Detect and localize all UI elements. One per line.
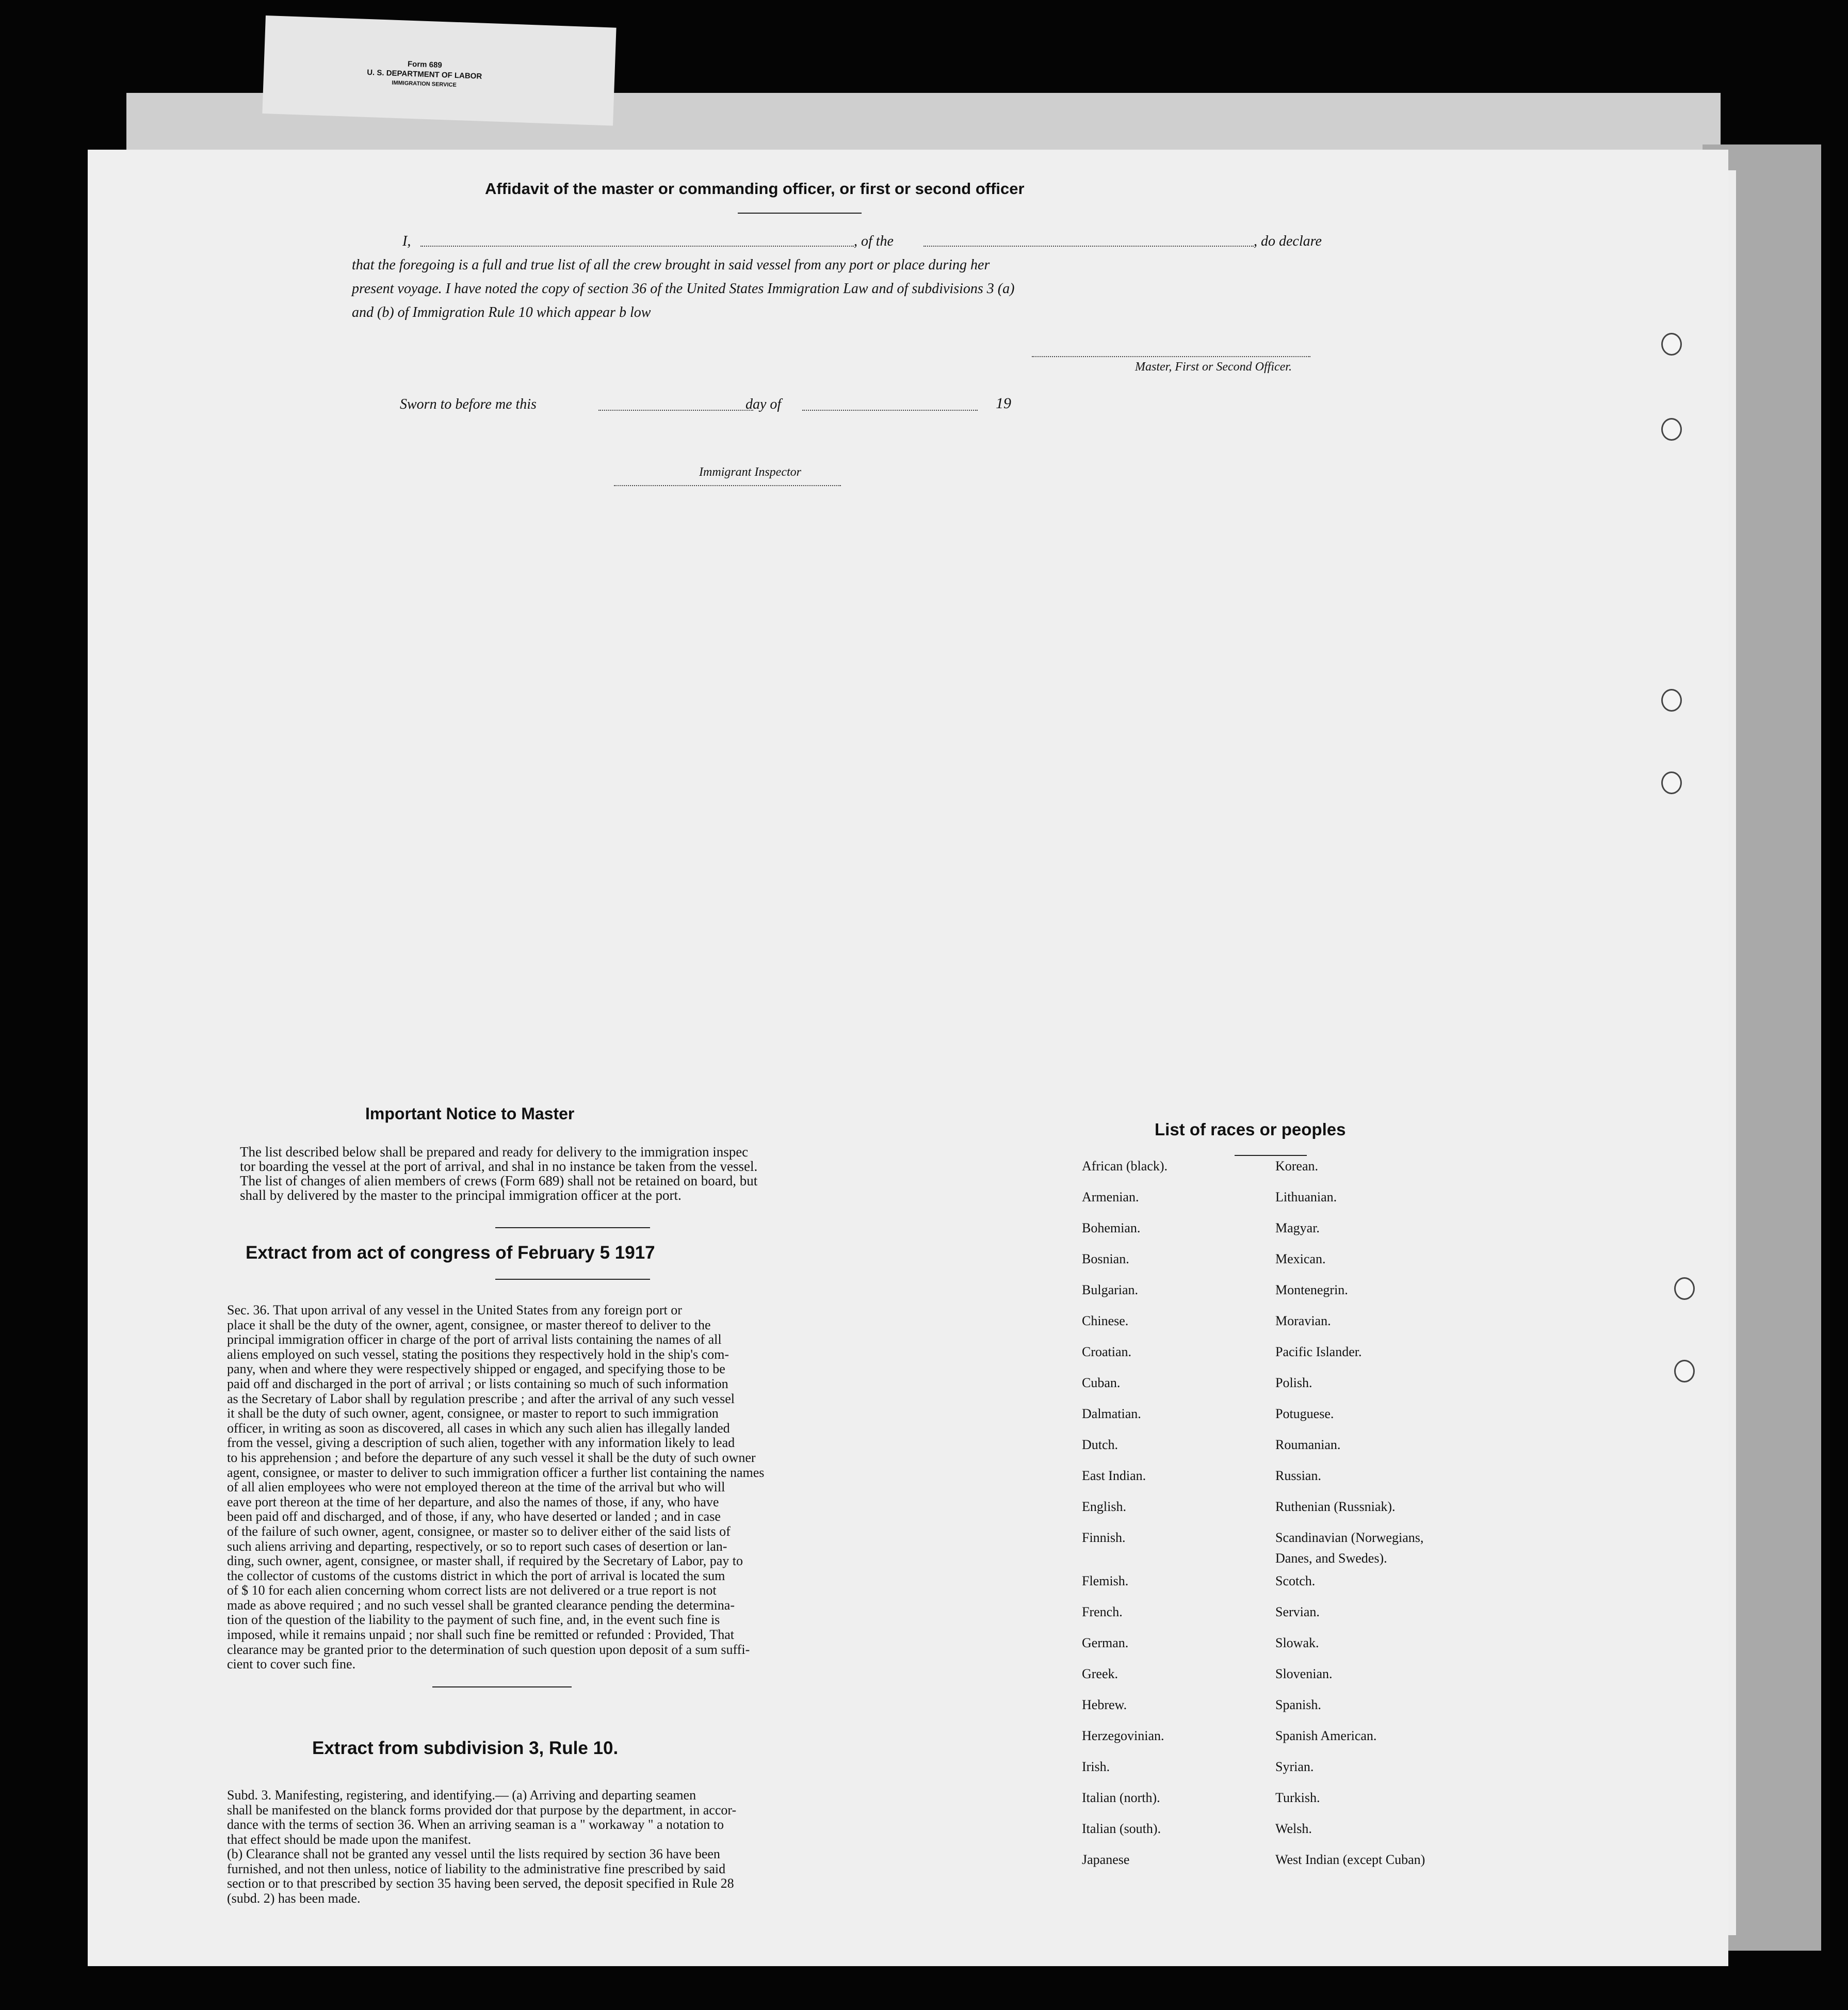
act-line: made as above required ; and no such vessel shall be granted clearance pending the determina- bbox=[227, 1597, 735, 1613]
race-item: Finnish. bbox=[1082, 1530, 1126, 1545]
affidavit-title: Affidavit of the master or commanding officer, or first or second officer bbox=[485, 180, 1025, 198]
rule-title: Extract from subdivision 3, Rule 10. bbox=[312, 1738, 619, 1758]
race-item: Armenian. bbox=[1082, 1189, 1139, 1204]
race-item: Japanese bbox=[1082, 1852, 1130, 1867]
race-item: West Indian (except Cuban) bbox=[1275, 1852, 1425, 1867]
act-line: cient to cover such fine. bbox=[227, 1657, 356, 1672]
service-name: IMMIGRATION SERVICE bbox=[392, 79, 457, 88]
race-item: Hebrew. bbox=[1082, 1697, 1127, 1712]
notice-line: The list described below shall be prepared and ready for delivery to the immigration inspec bbox=[240, 1144, 749, 1160]
binder-hole bbox=[1661, 333, 1682, 356]
race-item: Herzegovinian. bbox=[1082, 1728, 1164, 1743]
race-item: Spanish. bbox=[1275, 1697, 1321, 1712]
binder-hole bbox=[1661, 689, 1682, 712]
race-scandinavian-continued: Danes, and Swedes). bbox=[1275, 1551, 1387, 1566]
race-item: Lithuanian. bbox=[1275, 1189, 1337, 1204]
race-item: Dutch. bbox=[1082, 1437, 1118, 1452]
rule-line: Subd. 3. Manifesting, registering, and identifying.— (a) Arriving and departing seamen bbox=[227, 1788, 696, 1803]
act-line: it shall be the duty of such owner, agent, consignee, or master to report to such immigration bbox=[227, 1406, 719, 1421]
race-item: Mexican. bbox=[1275, 1251, 1326, 1266]
race-item: Syrian. bbox=[1275, 1759, 1314, 1774]
act-line: paid off and discharged in the port of arrival ; or lists containing so much of such information bbox=[227, 1376, 728, 1391]
act-line: of $ 10 for each alien concerning whom correct lists are not delivered or a true report is not bbox=[227, 1583, 717, 1598]
races-title-underline bbox=[1235, 1155, 1307, 1156]
rule-line: section or to that prescribed by section 35 having been served, the deposit specified in Rule 28 bbox=[227, 1876, 734, 1891]
master-signature-label: Master, First or Second Officer. bbox=[1135, 360, 1292, 374]
act-top-rule bbox=[495, 1227, 650, 1228]
act-line: Sec. 36. That upon arrival of any vessel in the United States from any foreign port or bbox=[227, 1303, 682, 1317]
race-item: French. bbox=[1082, 1604, 1123, 1619]
affidavit-of-the: , of the bbox=[854, 233, 894, 249]
act-line: clearance may be granted prior to the determination of such question upon deposit of a sum suffi- bbox=[227, 1642, 750, 1657]
inspector-signature-blank[interactable] bbox=[614, 485, 841, 486]
act-line: of all alien employees who were not employed thereon at the time of the arrival but who will bbox=[227, 1480, 725, 1495]
act-line: aliens employed on such vessel, stating the positions they respectively hold in the ship's com- bbox=[227, 1346, 730, 1362]
race-item: Roumanian. bbox=[1275, 1437, 1341, 1452]
race-item: Bosnian. bbox=[1082, 1251, 1129, 1266]
act-line: tion of the question of the liability to the payment of such fine, and, in the event such fine is bbox=[227, 1612, 720, 1628]
binder-hole bbox=[1661, 771, 1682, 794]
race-item: Dalmatian. bbox=[1082, 1406, 1141, 1421]
act-line: eave port thereon at the time of her departure, and also the names of those, if any, who have bbox=[227, 1494, 719, 1509]
act-line: the collector of customs of the customs district in which the port of arrival is located the sum bbox=[227, 1568, 725, 1583]
act-bottom-rule bbox=[495, 1279, 650, 1280]
act-line: place it shall be the duty of the owner, agent, consignee, or master thereof to deliver to the bbox=[227, 1317, 711, 1332]
race-item: Spanish American. bbox=[1275, 1728, 1377, 1743]
rule-line: furnished, and not then unless, notice of liability to the administrative fine prescribed by said bbox=[227, 1861, 726, 1876]
notice-line: tor boarding the vessel at the port of arrival, and shal in no instance be taken from the vessel. bbox=[240, 1159, 758, 1174]
race-item: Ruthenian (Russniak). bbox=[1275, 1499, 1396, 1514]
vessel-blank[interactable] bbox=[923, 246, 1254, 247]
race-item: Servian. bbox=[1275, 1604, 1320, 1619]
notice-line: shall by delivered by the master to the principal immigration officer at the port. bbox=[240, 1187, 682, 1203]
rule-body bbox=[227, 1788, 918, 1906]
sworn-day-of: day of bbox=[745, 396, 782, 412]
race-item: Chinese. bbox=[1082, 1313, 1129, 1328]
inspector-label: Immigrant Inspector bbox=[699, 465, 801, 479]
race-item: Russian. bbox=[1275, 1468, 1321, 1483]
act-line: of the failure of such owner, agent, consignee, or master so to deliver either of the said lists of bbox=[227, 1523, 731, 1539]
act-line: imposed, while it remains unpaid ; nor shall such fine be remitted or refunded : Provided, That bbox=[227, 1627, 734, 1643]
race-item: Italian (north). bbox=[1082, 1790, 1160, 1805]
department-name: U. S. DEPARTMENT OF LABOR bbox=[366, 68, 482, 81]
affidavit-i: I, bbox=[402, 233, 411, 249]
sworn-year: 19 bbox=[996, 395, 1011, 412]
race-item: Welsh. bbox=[1275, 1821, 1312, 1836]
race-item: Pacific Islander. bbox=[1275, 1344, 1362, 1359]
binder-hole bbox=[1661, 418, 1682, 441]
rule-line: shall be manifested on the blanck forms provided dor that purpose by the department, in accor- bbox=[227, 1802, 737, 1818]
act-line: such aliens arriving and departing, respectively, or so to report such cases of desertion or lan- bbox=[227, 1538, 727, 1554]
race-item: Slowak. bbox=[1275, 1635, 1319, 1650]
notice-line: The list of changes of alien members of crews (Form 689) shall not be retained on board, but bbox=[240, 1173, 758, 1188]
races-title: List of races or peoples bbox=[1155, 1120, 1346, 1139]
race-item: Croatian. bbox=[1082, 1344, 1132, 1359]
binder-hole bbox=[1674, 1277, 1695, 1300]
act-line: from the vessel, giving a description of such alien, together with any information likely to lead bbox=[227, 1435, 735, 1451]
sworn-month-blank[interactable] bbox=[802, 410, 978, 411]
race-item: Cuban. bbox=[1082, 1375, 1121, 1390]
act-line: been paid off and discharged, and of those, if any, who have deserted or landed ; and in case bbox=[227, 1509, 721, 1524]
race-item: Montenegrin. bbox=[1275, 1282, 1348, 1297]
race-item: Moravian. bbox=[1275, 1313, 1331, 1328]
race-item: Bulgarian. bbox=[1082, 1282, 1139, 1297]
master-signature-blank[interactable] bbox=[1032, 356, 1310, 357]
race-item: African (black). bbox=[1082, 1159, 1168, 1173]
act-line: agent, consignee, or master to deliver to such immigration officer a further list containing the names bbox=[227, 1465, 765, 1480]
name-blank[interactable] bbox=[420, 246, 854, 247]
race-item: Bohemian. bbox=[1082, 1220, 1141, 1235]
race-item: Italian (south). bbox=[1082, 1821, 1161, 1836]
rule-line: (subd. 2) has been made. bbox=[227, 1890, 361, 1906]
rule-line: that effect should be made upon the manifest. bbox=[227, 1831, 472, 1847]
rule-line: (b) Clearance shall not be granted any vessel until the lists required by section 36 have been bbox=[227, 1846, 720, 1861]
notice-title: Important Notice to Master bbox=[365, 1104, 575, 1123]
sworn-day-blank[interactable] bbox=[598, 410, 753, 411]
act-title: Extract from act of congress of February 5 1917 bbox=[246, 1243, 655, 1263]
race-item: East Indian. bbox=[1082, 1468, 1146, 1483]
race-item: English. bbox=[1082, 1499, 1126, 1514]
race-item: Scotch. bbox=[1275, 1573, 1316, 1588]
race-item: Korean. bbox=[1275, 1159, 1319, 1173]
act-line: officer, in writing as soon as discovered, all cases in which any such alien has illegally landed bbox=[227, 1420, 730, 1436]
title-underline bbox=[738, 213, 862, 214]
affidavit-declare: , do declare bbox=[1254, 233, 1322, 249]
race-item: Greek. bbox=[1082, 1666, 1118, 1681]
act-line: to his apprehension ; and before the departure of any such vessel it shall be the duty of such owner bbox=[227, 1450, 756, 1465]
act-line: principal immigration officer in charge of the port of arrival lists containing the names of all bbox=[227, 1332, 722, 1347]
race-item: Scandinavian (Norwegians, bbox=[1275, 1530, 1424, 1545]
race-item: German. bbox=[1082, 1635, 1129, 1650]
act-line: pany, when and where they were respectively shipped or engaged, and specifying those to be bbox=[227, 1361, 725, 1377]
rule-separator bbox=[432, 1686, 572, 1687]
affidavit-line-4: and (b) of Immigration Rule 10 which appear b low bbox=[352, 304, 651, 320]
race-item: Slovenian. bbox=[1275, 1666, 1333, 1681]
act-line: ding, such owner, agent, consignee, or master shall, if required by the Secretary of Labor, pay to bbox=[227, 1553, 743, 1569]
act-line: as the Secretary of Labor shall by regulation prescribe ; and after the arrival of any such vessel bbox=[227, 1391, 735, 1406]
act-body bbox=[227, 1303, 918, 1672]
race-item: Magyar. bbox=[1275, 1220, 1320, 1235]
race-item: Potuguese. bbox=[1275, 1406, 1334, 1421]
form-number: Form 689 bbox=[407, 59, 443, 70]
race-item: Polish. bbox=[1275, 1375, 1312, 1390]
affidavit-line-3: present voyage. I have noted the copy of section 36 of the United States Immigration Law and of subdivisions 3 (a) bbox=[352, 281, 1015, 297]
form-tab bbox=[262, 15, 616, 126]
sworn-prefix: Sworn to before me this bbox=[400, 396, 537, 412]
race-item: Flemish. bbox=[1082, 1573, 1129, 1588]
race-item: Irish. bbox=[1082, 1759, 1110, 1774]
form-page bbox=[88, 150, 1728, 1966]
notice-body bbox=[240, 1145, 918, 1202]
rule-line: dance with the terms of section 36. When an arriving seaman is a " workaway " a notation to bbox=[227, 1817, 724, 1832]
affidavit-line-2: that the foregoing is a full and true list of all the crew brought in said vessel from any port or place during her bbox=[352, 257, 990, 273]
race-item: Turkish. bbox=[1275, 1790, 1320, 1805]
binder-hole bbox=[1674, 1360, 1695, 1382]
